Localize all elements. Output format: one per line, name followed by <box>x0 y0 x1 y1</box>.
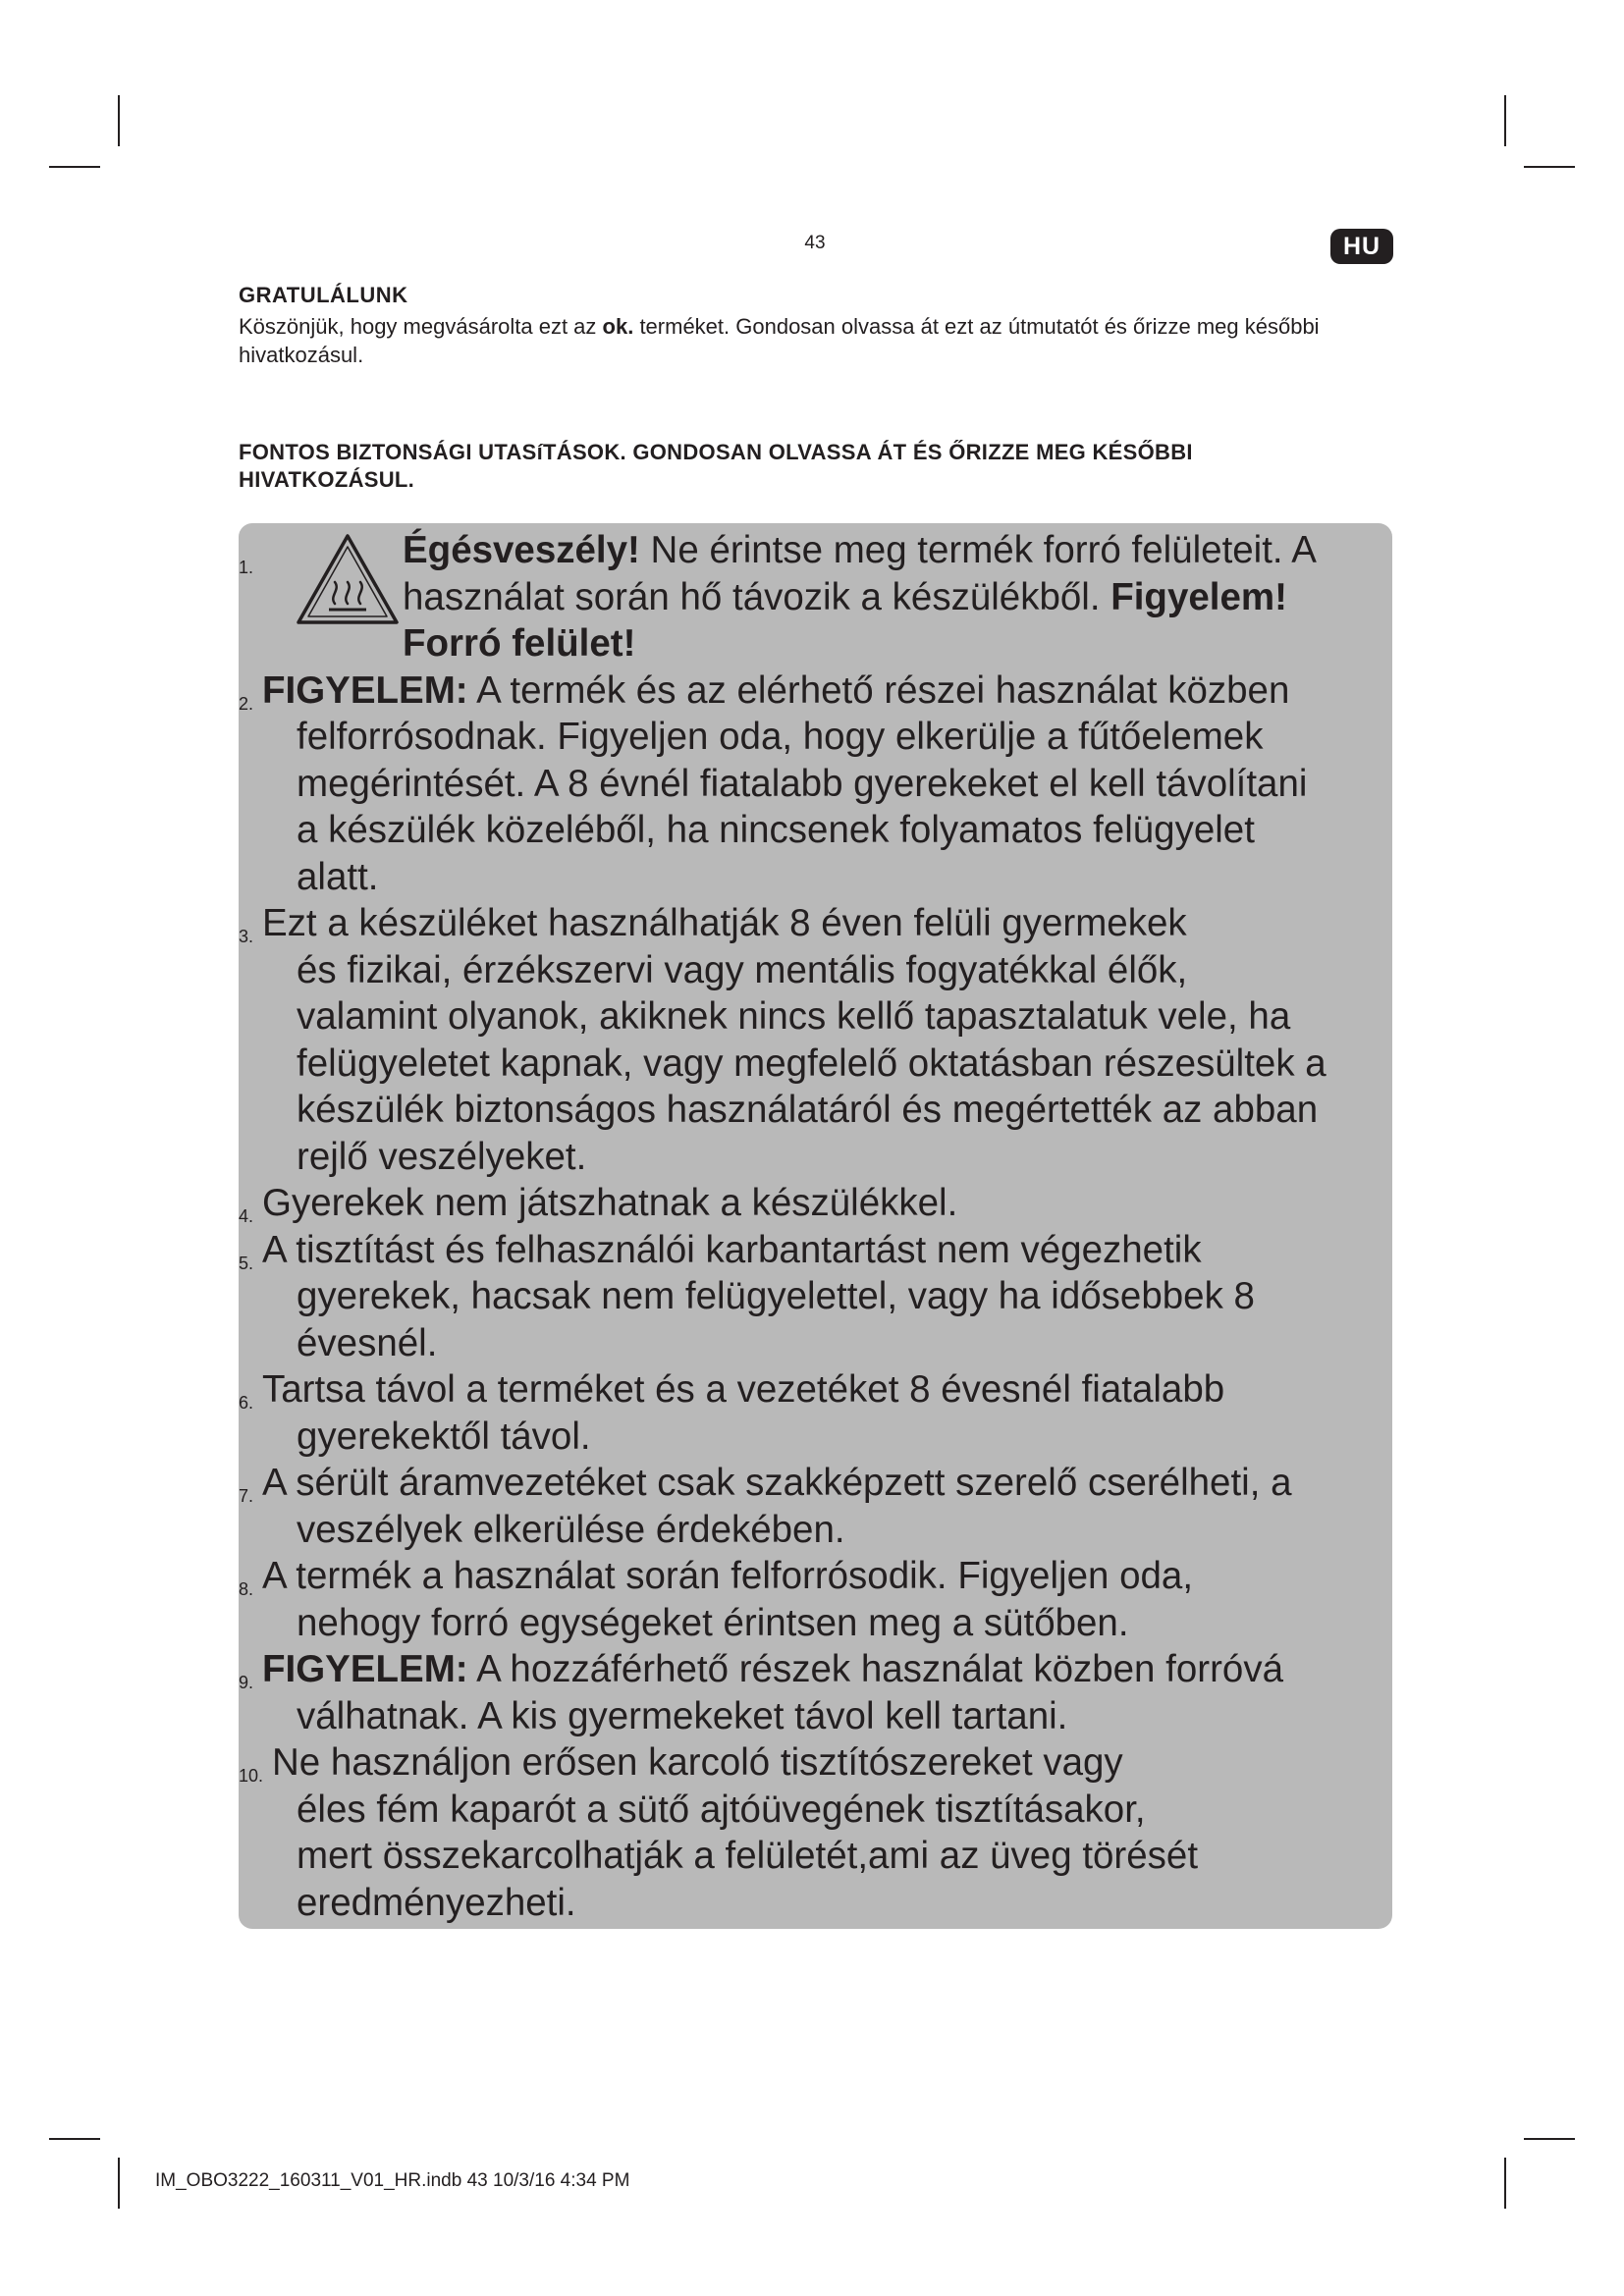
body-text: A termék a használat során felforrósodik. Figyeljen oda, <box>262 1555 1194 1597</box>
crop-mark-top-left-h <box>49 166 100 168</box>
safety-item-line <box>262 1180 1407 1227</box>
body-text: és fizikai, érzékszervi vagy mentális fogyatékkal élők, <box>297 948 1188 991</box>
safety-item-line <box>403 620 1407 667</box>
safety-item-line <box>262 947 1407 994</box>
body-text: Gyerekek nem játszhatnak a készülékkel. <box>262 1182 958 1224</box>
safety-item-text <box>272 1739 1417 1926</box>
body-text: valamint olyanok, akiknek nincs kellő tapasztalatuk vele, ha <box>297 995 1291 1038</box>
safety-item-line <box>262 1366 1407 1414</box>
safety-item-number: 5. <box>239 1253 254 1273</box>
safety-item-line <box>272 1739 1417 1787</box>
safety-item-line <box>262 667 1407 715</box>
safety-item-text <box>403 527 1407 667</box>
safety-instructions-panel <box>239 523 1392 1929</box>
safety-item-line <box>262 1646 1407 1693</box>
body-text: felügyeletet kapnak, vagy megfelelő oktatásban részesültek a <box>297 1041 1326 1085</box>
emphasis-text: Égésveszély! <box>403 529 640 571</box>
language-badge: HU <box>1330 229 1393 264</box>
safety-item-text <box>262 1180 1407 1227</box>
safety-item-text <box>262 1646 1407 1739</box>
body-text: felforrósodnak. Figyeljen oda, hogy elkerülje a fűtőelemek <box>297 716 1264 758</box>
safety-item-number: 1. <box>239 558 254 577</box>
safety-item-line <box>403 527 1407 574</box>
body-text: használat során hő távozik a készülékből. <box>403 575 1111 618</box>
safety-item-line <box>262 807 1407 854</box>
safety-item-line <box>262 1460 1407 1507</box>
intro-title: GRATULÁLUNK <box>239 283 408 307</box>
safety-item-text <box>262 1553 1407 1646</box>
safety-item-line <box>262 1507 1407 1554</box>
safety-item-list <box>239 523 1392 1929</box>
body-text: veszélyek elkerülése érdekében. <box>297 1508 845 1551</box>
body-text: válhatnak. A kis gyermekeket távol kell tartani. <box>297 1694 1068 1737</box>
crop-mark-top-left-v <box>118 95 120 146</box>
safety-item-line <box>262 1600 1407 1647</box>
body-text: alatt. <box>297 855 379 898</box>
body-text: megérintését. A 8 évnél fiatalabb gyerekeket el kell távolítani <box>297 762 1308 805</box>
body-text: A tisztítást és felhasználói karbantartást nem végezhetik <box>262 1228 1202 1271</box>
intro-text <box>239 312 1397 369</box>
safety-item-line <box>262 761 1407 808</box>
crop-mark-top-right-h <box>1524 166 1575 168</box>
emphasis-text: Forró felület! <box>403 622 636 665</box>
safety-item-number: 9. <box>239 1673 254 1692</box>
safety-item-text <box>262 1227 1407 1367</box>
safety-item-line <box>262 714 1407 761</box>
safety-item-number: 4. <box>239 1206 254 1226</box>
safety-item-line <box>272 1833 1417 1880</box>
body-text: a készülék közeléből, ha nincsenek folyamatos felügyelet <box>297 809 1255 851</box>
body-text: gyerekek, hacsak nem felügyelettel, vagy ha idősebbek 8 <box>297 1275 1255 1317</box>
safety-item-number: 10. <box>239 1766 264 1786</box>
body-text: Ne használjon erősen karcoló tisztítószereket vagy <box>272 1741 1123 1784</box>
body-text: Ne érintse meg termék forró felületeit. A <box>639 529 1317 571</box>
safety-item-line <box>262 1273 1407 1320</box>
safety-item-line <box>262 854 1407 901</box>
emphasis-text: FIGYELEM: <box>262 1648 468 1690</box>
safety-item-line <box>262 1553 1407 1600</box>
safety-item-number: 3. <box>239 927 254 946</box>
safety-item-number: 8. <box>239 1579 254 1599</box>
emphasis-text: Figyelem! <box>1110 575 1287 618</box>
safety-item-line <box>262 1320 1407 1367</box>
brand-name: ok. <box>602 314 634 339</box>
safety-item-line <box>262 1227 1407 1274</box>
intro-text-after: terméket. Gondosan olvassa át ezt az útmutatót és őrizze meg későbbi hivatkozásul. <box>239 314 1320 367</box>
crop-mark-bottom-left-v <box>118 2158 120 2209</box>
safety-item-line <box>272 1787 1417 1834</box>
safety-item-text <box>262 900 1407 1180</box>
footer-print-info: IM_OBO3222_160311_V01_HR.indb 43 10/3/16 4:34 PM <box>155 2170 630 2191</box>
body-text: mert összekarcolhatják a felületét,ami az üveg törését <box>297 1835 1199 1877</box>
body-text: nehogy forró egységeket érintsen meg a sütőben. <box>297 1601 1129 1644</box>
body-text: évesnél. <box>297 1321 438 1364</box>
safety-item-line <box>262 900 1407 947</box>
intro-text-before: Köszönjük, hogy megvásárolta ezt az <box>239 314 603 339</box>
body-text: rejlő veszélyeket. <box>297 1135 587 1178</box>
crop-mark-top-right-v <box>1504 95 1506 146</box>
safety-item-line <box>262 1693 1407 1740</box>
body-text: A hozzáférhető részek használat közben forróvá <box>467 1648 1283 1690</box>
safety-title: FONTOS BIZTONSÁGI UTASíTÁSOK. GONDOSAN OLVASSA ÁT ÉS ŐRIZZE MEG KÉSŐBBI HIVATKOZÁSUL. <box>239 440 1193 492</box>
safety-item-number: 6. <box>239 1393 254 1413</box>
emphasis-text: FIGYELEM: <box>262 668 468 712</box>
page-number: 43 <box>804 233 826 253</box>
safety-item-line <box>403 574 1407 621</box>
body-text: készülék biztonságos használatáról és megértették az abban <box>297 1089 1319 1131</box>
safety-item-text <box>262 1460 1407 1553</box>
crop-mark-bottom-right-h <box>1524 2138 1575 2140</box>
body-text: gyerekektől távol. <box>297 1415 591 1458</box>
safety-item-number: 2. <box>239 693 254 714</box>
safety-item-line <box>262 1087 1407 1134</box>
safety-item-number: 7. <box>239 1486 254 1506</box>
crop-mark-bottom-left-h <box>49 2138 100 2140</box>
body-text: A sérült áramvezetéket csak szakképzett szerelő cserélheti, a <box>262 1462 1292 1504</box>
safety-item-line <box>272 1880 1417 1927</box>
crop-mark-bottom-right-v <box>1504 2158 1506 2209</box>
safety-item-text <box>262 1366 1407 1460</box>
safety-item-line <box>262 1134 1407 1181</box>
body-text: Ezt a készüléket használhatják 8 éven felüli gyermekek <box>262 902 1187 944</box>
body-text: A termék és az elérhető részei használat közben <box>467 668 1290 712</box>
body-text: eredményezheti. <box>297 1881 576 1924</box>
safety-item-line <box>262 993 1407 1041</box>
body-text: éles fém kaparót a sütő ajtóüvegének tisztításakor, <box>297 1788 1146 1831</box>
body-text: Tartsa távol a terméket és a vezetéket 8 évesnél fiatalabb <box>262 1368 1225 1411</box>
safety-item-line <box>262 1041 1407 1088</box>
safety-item-line <box>262 1414 1407 1461</box>
safety-item-text <box>262 667 1407 901</box>
